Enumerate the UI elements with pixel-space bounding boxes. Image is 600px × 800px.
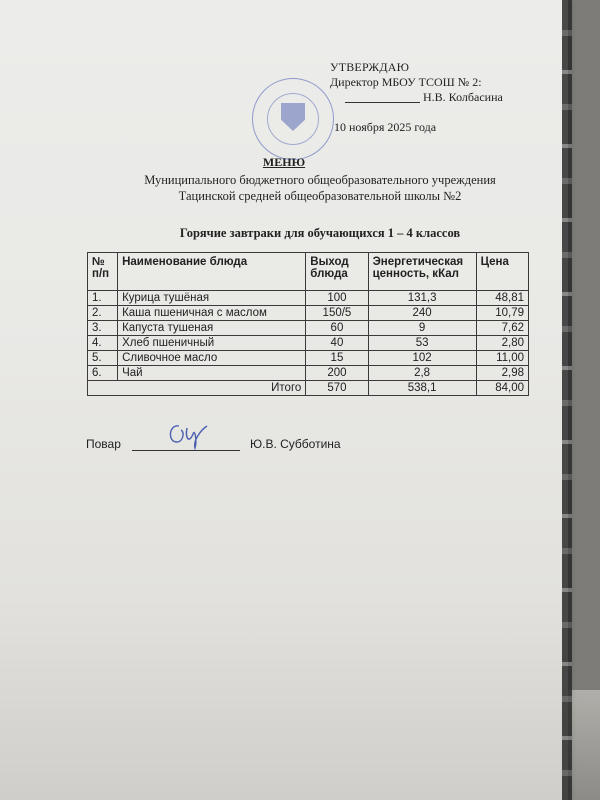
organization-line-1: Муниципального бюджетного общеобразовательного учреждения	[144, 173, 496, 187]
organization-line-2: Тацинской средней общеобразовательной школы №2	[178, 189, 462, 203]
table-row: 4. Хлеб пшеничный 40 53 2,80	[88, 336, 529, 351]
director-title: Директор МБОУ ТСОШ № 2:	[330, 75, 482, 89]
table-row: 3. Капуста тушеная 60 9 7,62	[88, 321, 529, 336]
cook-signature-icon	[165, 420, 210, 450]
total-label: Итого	[88, 381, 306, 396]
page-edge-shadow	[562, 0, 572, 800]
menu-table	[87, 252, 529, 396]
table-row: 1. Курица тушёная 100 131,3 48,81	[88, 291, 529, 306]
header-price: Цена	[476, 253, 528, 291]
table-row: 5. Сливочное масло 15 102 11,00	[88, 351, 529, 366]
table-total-row	[88, 381, 529, 396]
total-energy: 538,1	[368, 381, 476, 396]
cook-label: Повар	[86, 437, 121, 451]
header-num: № п/п	[88, 253, 118, 291]
document-title: МЕНЮ	[262, 155, 306, 169]
director-name: Н.В. Колбасина	[423, 90, 503, 104]
table-row: 6. Чай 200 2,8 2,98	[88, 366, 529, 381]
table-row: 2. Каша пшеничная с маслом 150/5 240 10,79	[88, 306, 529, 321]
total-price: 84,00	[476, 381, 528, 396]
cook-name: Ю.В. Субботина	[250, 437, 341, 451]
approval-label: УТВЕРЖДАЮ	[330, 60, 410, 74]
director-signature-line	[345, 90, 420, 103]
approval-date: 10 ноября 2025 года	[334, 120, 437, 134]
official-stamp-icon	[252, 78, 334, 160]
header-energy: Энергетическая ценность, кКал	[368, 253, 476, 291]
header-name: Наименование блюда	[118, 253, 306, 291]
total-yield: 570	[306, 381, 368, 396]
header-yield: Выход блюда	[306, 253, 368, 291]
table-header-row	[88, 253, 529, 291]
menu-subtitle: Горячие завтраки для обучающихся 1 – 4 классов	[179, 226, 461, 240]
